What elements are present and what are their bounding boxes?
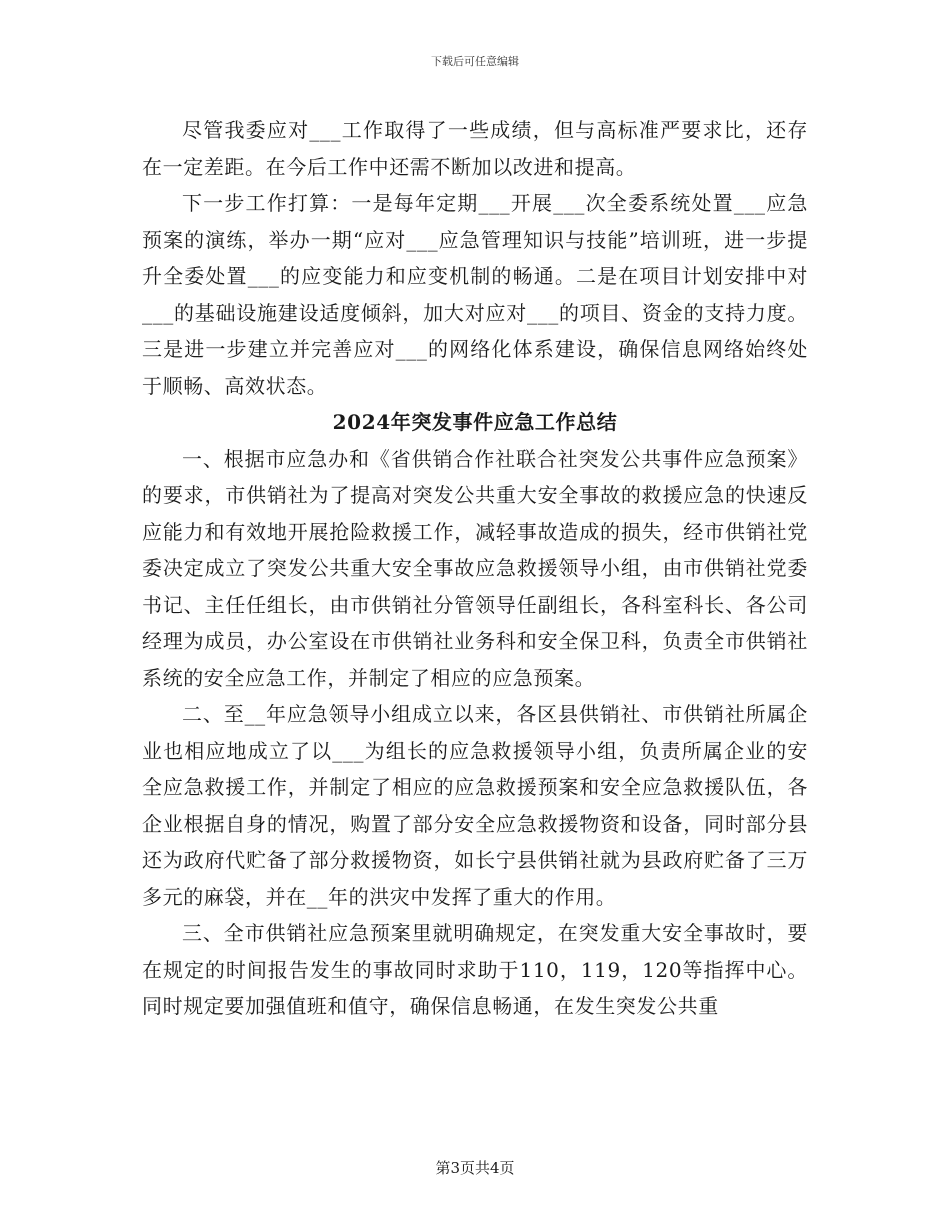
header-note: 下载后可任意编辑	[431, 55, 519, 68]
document-body	[142, 112, 808, 1025]
paragraph-item-1: 一、根据市应急办和《省供销合作社联合社突发公共事件应急预案》的要求，市供销社为了提高对突发公共重大安全事故的救援应急的快速反应能力和有效地开展抢险救援工作，减轻事故造成的损失，经市供销社党委决定成立了突发公共重大安全事故应急救援领导小组，由市供销社党委书记、主任任组长，由市供销社分管领导任副组长，各科室科长、各公司经理为成员，办公室设在市供销社业务科和安全保卫科，负责全市供销社系统的安全应急工作，并制定了相应的应急预案。	[142, 446, 808, 690]
paragraph-shortcomings: 尽管我委应对___工作取得了一些成绩，但与高标准严要求比，还存在一定差距。在今后工作中还需不断加以改进和提高。	[142, 118, 808, 179]
section-title: 2024年突发事件应急工作总结	[332, 410, 618, 434]
paragraph-item-3: 三、全市供销社应急预案里就明确规定，在突发重大安全事故时，要在规定的时间报告发生的事故同时求助于110，119，120等指挥中心。同时规定要加强值班和值守，确保信息畅通，在发生突发公共重	[142, 921, 808, 1018]
page-number: 第3页共4页	[435, 1159, 515, 1177]
paragraph-item-2: 二、至__年应急领导小组成立以来，各区县供销社、市供销社所属企业也相应地成立了以___为组长的应急救援领导小组，负责所属企业的安全应急救援工作，并制定了相应的应急救援预案和安全应急救援队伍，各企业根据自身的情况，购置了部分安全应急救援物资和设备，同时部分县还为政府代贮备了部分救援物资，如长宁县供销社就为县政府贮备了三万多元的麻袋，并在__年的洪灾中发挥了重大的作用。	[142, 702, 808, 909]
paragraph-next-steps: 下一步工作打算：一是每年定期___开展___次全委系统处置___应急预案的演练，举办一期“应对___应急管理知识与技能”培训班，进一步提升全委处置___的应变能力和应变机制的畅通。二是在项目计划安排中对___的基础设施建设适度倾斜，加大对应对___的项目、资金的支持力度。三是进一步建立并完善应对___的网络化体系建设，确保信息网络始终处于顺畅、高效状态。	[142, 191, 808, 398]
